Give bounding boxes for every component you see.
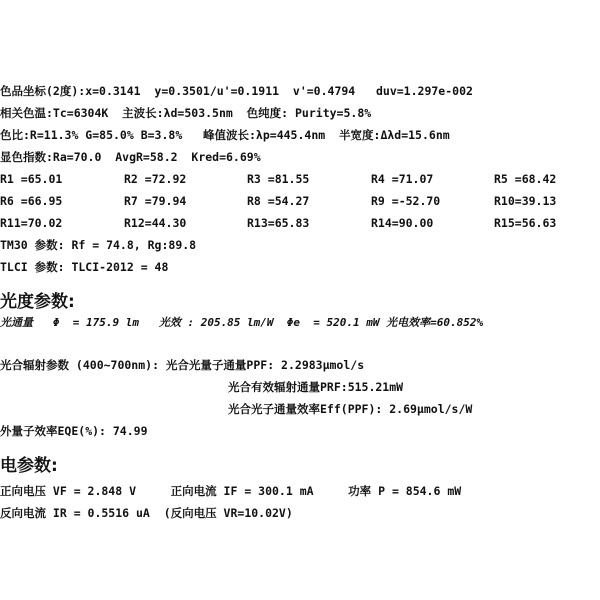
cri-line: 显色指数:Ra=70.0 AvgR=58.2 Kred=6.69% [0, 150, 261, 164]
chromaticity-line: 色品坐标(2度):x=0.3141 y=0.3501/u'=0.1911 v'=0.4794 duv=1.297e-002 [0, 84, 473, 98]
r-value: R10=39.13 [494, 194, 557, 208]
r-value: R2 =72.92 [124, 172, 187, 186]
tm30-line: TM30 参数: Rf = 74.8, Rg:89.8 [0, 238, 197, 252]
r-value: R11=70.02 [0, 216, 63, 230]
reverse-line: 反向电流 IR = 0.5516 uA (反向电压 VR=10.02V) [0, 506, 293, 520]
luminous-flux-line: 光通量 Φ = 175.9 lm 光效 : 205.85 lm/W Φe = 520.1 mW 光电效率=60.852% [0, 316, 484, 329]
r-value: R5 =68.42 [494, 172, 557, 186]
r-value: R13=65.83 [247, 216, 310, 230]
r-value: R7 =79.94 [124, 194, 187, 208]
r-value: R12=44.30 [124, 216, 187, 230]
color-ratio-line: 色比:R=11.3% G=85.0% B=3.8% 峰值波长:λp=445.4nm 半宽度:Δλd=15.6nm [0, 128, 450, 142]
prf-line: 光合有效辐射通量PRF:515.21mW [228, 380, 404, 394]
r-value: R1 =65.01 [0, 172, 63, 186]
r-value: R6 =66.95 [0, 194, 63, 208]
forward-line: 正向电压 VF = 2.848 V 正向电流 IF = 300.1 mA 功率 P = 854.6 mW [0, 484, 462, 498]
r-value: R14=90.00 [371, 216, 434, 230]
par-line: 光合辐射参数 (400~700nm): 光合光量子通量PPF: 2.2983μmol/s [0, 358, 365, 372]
photometric-title: 光度参数: [0, 292, 75, 312]
r-value: R8 =54.27 [247, 194, 310, 208]
ppf-efficiency-line: 光合光子通量效率Eff(PPF): 2.69μmol/s/W [228, 402, 473, 416]
cct-line: 相关色温:Tc=6304K 主波长:λd=503.5nm 色纯度: Purity=5.8% [0, 106, 372, 120]
r-value: R4 =71.07 [371, 172, 434, 186]
r-value: R9 =-52.70 [371, 194, 441, 208]
tlci-line: TLCI 参数: TLCI-2012 = 48 [0, 260, 169, 274]
eqe-line: 外量子效率EQE(%): 74.99 [0, 424, 148, 438]
electrical-title: 电参数: [0, 456, 58, 476]
r-value: R3 =81.55 [247, 172, 310, 186]
r-value: R15=56.63 [494, 216, 557, 230]
